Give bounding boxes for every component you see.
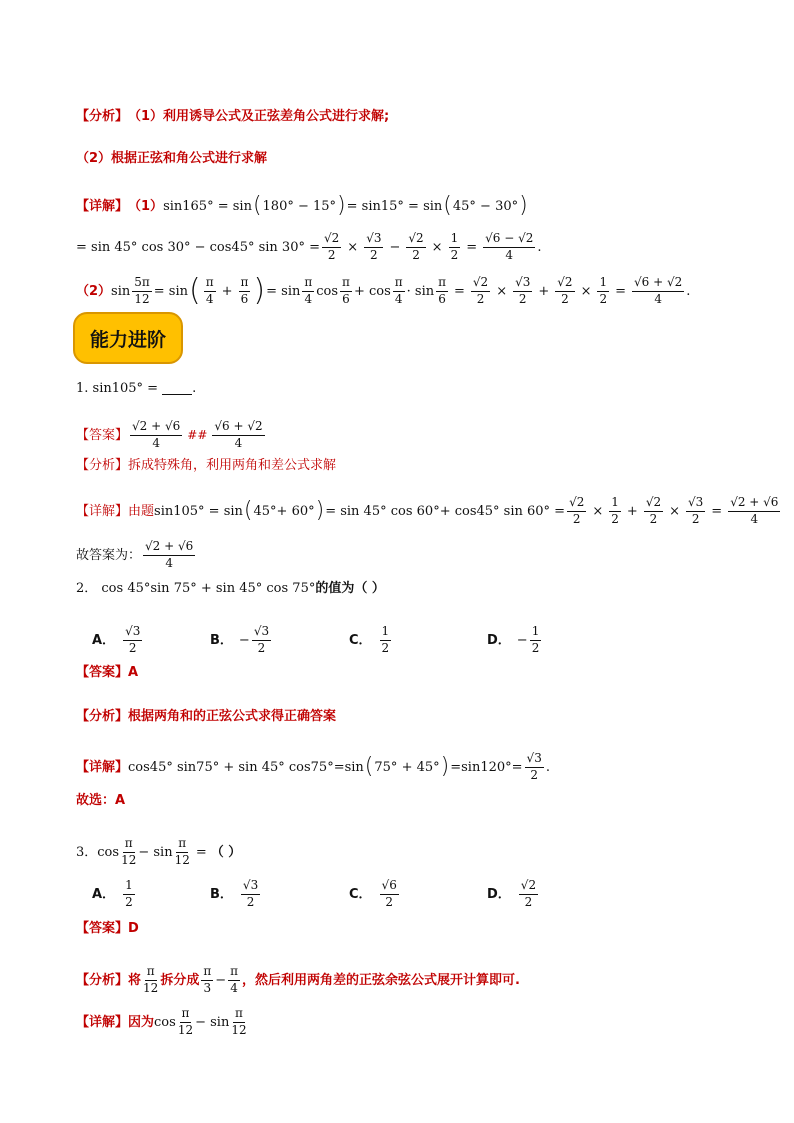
- fraction: $\frac{√2 + √6}{4}$: [730, 495, 779, 526]
- fraction: $\frac{1}{2}$: [450, 231, 459, 262]
- q2-options: [76, 625, 734, 655]
- fraction: $\frac{\pi}{6}$: [240, 275, 249, 306]
- fraction: $\frac{\pi}{12}$: [143, 964, 159, 995]
- times-op: ×: [347, 239, 359, 255]
- equals-op: =: [615, 283, 627, 299]
- option-b[interactable]: B． − $\frac{√3}{2}$: [210, 623, 270, 655]
- part-2-label: （2）: [76, 283, 112, 299]
- minus-op: −: [389, 239, 401, 255]
- math-expr: + cos: [353, 283, 391, 299]
- option-d[interactable]: D． $\frac{√2}{2}$: [487, 877, 537, 909]
- choice-text: 故选：A: [76, 793, 126, 808]
- fraction: $\frac{\pi}{4}$: [205, 275, 214, 306]
- fraction: $\frac{√6 + √2}{4}$: [634, 275, 683, 306]
- math-expr: = sin 45° cos 60°+ cos45° sin 60° =: [325, 503, 566, 519]
- fraction: $\frac{√2}{2}$: [472, 275, 489, 306]
- option-b[interactable]: B． $\frac{√3}{2}$: [210, 877, 259, 909]
- q1-question: [76, 382, 734, 395]
- math-expr: cos: [97, 844, 120, 860]
- fraction: $\frac{√2}{2}$: [557, 275, 573, 306]
- section-badge: 能力进阶: [73, 312, 183, 364]
- q2-analysis: [76, 710, 734, 723]
- math-expr: − sin: [195, 1014, 230, 1030]
- times-op: ×: [496, 283, 508, 299]
- math-expr: = sin: [266, 283, 301, 299]
- plus-op: +: [626, 503, 638, 519]
- analysis-text: 拆分成: [160, 972, 200, 988]
- equals-op: =: [195, 844, 207, 860]
- q1-final: [76, 540, 734, 571]
- detail-text: 因为: [128, 1014, 155, 1030]
- paren-close: ): [253, 273, 266, 309]
- detail-tag: 【详解】: [76, 503, 129, 519]
- math-expr: − sin: [138, 844, 173, 860]
- option-a[interactable]: A． $\frac{1}{2}$: [92, 877, 133, 909]
- plus-op: +: [221, 283, 233, 299]
- paren-close: ): [315, 498, 325, 524]
- analysis-text: ，然后利用两角差的正弦余弦公式展开计算即可.: [242, 972, 520, 988]
- answer-paren: （ ）: [210, 844, 242, 860]
- q1-detail: [76, 495, 779, 527]
- answer-text: 【答案】D: [76, 921, 139, 936]
- paren-open: (: [189, 273, 201, 309]
- detail-tag: 【详解】: [76, 1014, 129, 1030]
- math-expr: 45° − 30°: [452, 198, 519, 214]
- paren-open: (: [243, 498, 253, 524]
- fraction: $\frac{√2}{2}$: [645, 495, 662, 526]
- fraction: $\frac{√3}{2}$: [366, 231, 382, 262]
- math-expr: 180° − 15°: [262, 198, 337, 214]
- math-expr: = sin: [153, 283, 189, 299]
- fraction: $\frac{√2}{2}$: [569, 495, 585, 526]
- paren-open: (: [252, 193, 262, 218]
- math-expr: cos45° sin75° + sin 45° cos75°=sin: [128, 759, 364, 775]
- answer-tag: 【答案】: [76, 427, 129, 443]
- option-c[interactable]: C． $\frac{√6}{2}$: [349, 877, 397, 909]
- fraction: $\frac{√3}{2}$: [688, 495, 704, 526]
- fraction: $\frac{√3}{2}$: [515, 275, 531, 306]
- fraction: $\frac{5\pi}{12}$: [134, 275, 150, 306]
- fraction: $\frac{√2 + √6}{4}$: [145, 539, 194, 570]
- fraction: $\frac{√2}{2}$: [324, 231, 340, 262]
- fraction: $\frac{√6 + √2}{4}$: [214, 419, 263, 450]
- math-expr: cos: [316, 283, 339, 299]
- math-expr: = sin 45° cos 30° − cos45° sin 30° =: [76, 239, 320, 255]
- paren-close: ): [337, 193, 346, 218]
- question-number: 3．: [76, 844, 98, 860]
- period: .: [192, 381, 197, 396]
- option-d[interactable]: D． − $\frac{1}{2}$: [487, 623, 540, 655]
- fraction: $\frac{1}{2}$: [611, 495, 619, 526]
- period: .: [686, 283, 691, 299]
- equals-op: =: [466, 239, 478, 255]
- fraction: $\frac{√2}{2}$: [408, 231, 424, 262]
- fraction: $\frac{\pi}{6}$: [342, 275, 350, 306]
- paren-open: (: [364, 754, 374, 780]
- math-expr: · sin: [406, 283, 435, 299]
- fraction: $\frac{\pi}{6}$: [438, 275, 446, 306]
- fraction: $\frac{\pi}{3}$: [203, 964, 212, 995]
- plus-op: +: [538, 283, 550, 299]
- math-expr: =sin120°=: [450, 759, 523, 775]
- times-op: ×: [592, 503, 604, 519]
- fraction: $\frac{\pi}{12}$: [177, 1006, 194, 1037]
- question-text: 的值为（ ）: [315, 581, 385, 596]
- fraction: $\frac{\pi}{12}$: [174, 836, 190, 867]
- q2-question: [76, 582, 734, 595]
- fraction: $\frac{\pi}{12}$: [121, 836, 137, 867]
- fraction: $\frac{√2 + √6}{4}$: [132, 419, 181, 450]
- top-detail-line-1: [76, 195, 734, 217]
- times-op: ×: [580, 283, 592, 299]
- answer-separator: ##: [187, 428, 208, 443]
- times-op: ×: [431, 239, 443, 255]
- fraction: $\frac{√6 - √2}{4}$: [485, 231, 534, 262]
- q3-answer: [76, 922, 734, 935]
- question-text: 1. sin105° =: [76, 381, 159, 396]
- analysis-text: 拆成特殊角，利用两角和差公式求解: [128, 458, 337, 473]
- math-expr: 45°+ 60°: [253, 503, 315, 519]
- detail-tag: 【详解】: [76, 198, 129, 214]
- q2-detail: [76, 752, 734, 783]
- q3-analysis: [76, 965, 734, 996]
- final-answer-label: 故答案为：: [76, 547, 142, 563]
- answer-blank[interactable]: [162, 382, 192, 395]
- fraction: $\frac{\pi}{4}$: [304, 275, 313, 306]
- math-expr: sin165° = sin: [163, 198, 252, 214]
- math-expr: = sin15° = sin: [346, 198, 443, 214]
- fraction: $\frac{\pi}{12}$: [231, 1006, 247, 1037]
- analysis-text: （1）利用诱导公式及正弦差角公式进行求解;: [128, 109, 390, 124]
- option-c[interactable]: C． $\frac{1}{2}$: [349, 623, 390, 655]
- top-analysis-line: [76, 110, 734, 123]
- fraction: $\frac{√3}{2}$: [526, 751, 542, 782]
- question-math: 2． cos 45°sin 75° + sin 45° cos 75°: [76, 581, 316, 596]
- period: .: [545, 759, 550, 775]
- analysis-text: 将: [128, 972, 142, 988]
- analysis-tag: 【分析】: [76, 458, 129, 473]
- math-expr: sin105° = sin: [154, 503, 243, 519]
- paren-close: ): [440, 754, 450, 780]
- analysis-text-2: （2）根据正弦和角公式进行求解: [76, 151, 268, 166]
- math-expr: sin: [111, 283, 131, 299]
- analysis-text: 【分析】根据两角和的正弦公式求得正确答案: [76, 709, 337, 724]
- q3-question: [76, 837, 734, 868]
- equals-op: =: [454, 283, 465, 299]
- analysis-tag: 【分析】: [76, 109, 129, 124]
- math-expr: 75° + 45°: [374, 759, 440, 775]
- top-detail-line-3: [76, 273, 734, 309]
- top-analysis-line-2: [76, 152, 734, 165]
- detail-tag: 【详解】: [76, 759, 129, 775]
- equals-op: =: [711, 503, 723, 519]
- q1-answer: [76, 420, 734, 451]
- fraction: $\frac{1}{2}$: [599, 275, 608, 306]
- fraction: $\frac{\pi}{4}$: [394, 275, 403, 306]
- minus-op: −: [215, 972, 227, 988]
- q2-answer: [76, 666, 734, 679]
- q2-choice: [76, 794, 734, 807]
- q3-options: [76, 879, 734, 909]
- times-op: ×: [669, 503, 680, 519]
- detail-text: 由题: [128, 503, 155, 519]
- q3-detail: [76, 1007, 734, 1038]
- paren-open: (: [443, 193, 452, 218]
- option-a[interactable]: A． $\frac{√3}{2}$: [92, 623, 141, 655]
- math-expr: cos: [154, 1014, 176, 1030]
- fraction: $\frac{\pi}{4}$: [230, 964, 239, 995]
- part-1-label: （1）: [128, 198, 164, 214]
- period: .: [537, 239, 542, 255]
- analysis-tag: 【分析】: [76, 972, 129, 988]
- paren-close: ): [519, 193, 528, 218]
- q1-analysis: [76, 459, 734, 472]
- answer-text: 【答案】A: [76, 665, 139, 680]
- top-detail-line-2: [76, 232, 734, 263]
